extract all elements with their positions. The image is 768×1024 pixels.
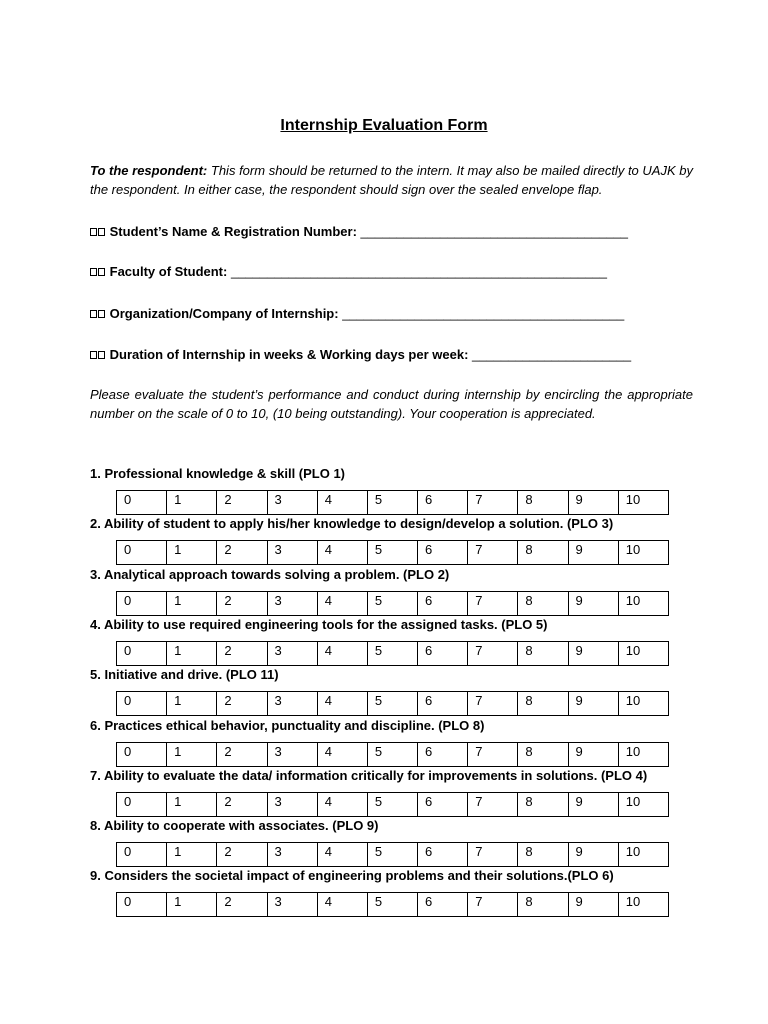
rating-option[interactable]: 7 xyxy=(468,491,518,515)
checkbox-icon xyxy=(90,310,97,318)
field-blank-line[interactable]: ____________________________________________________ xyxy=(230,264,607,279)
rating-scale xyxy=(116,742,669,767)
rating-option[interactable]: 6 xyxy=(418,491,468,515)
rating-scale-row xyxy=(117,541,669,565)
rating-scale-row xyxy=(117,642,669,666)
rating-option[interactable]: 2 xyxy=(217,743,267,767)
rating-option[interactable]: 7 xyxy=(468,692,518,716)
checkbox-icon xyxy=(98,228,105,236)
rating-option[interactable]: 9 xyxy=(568,491,618,515)
rating-option[interactable]: 10 xyxy=(618,642,668,666)
rating-option[interactable]: 0 xyxy=(117,843,167,867)
rating-option[interactable]: 9 xyxy=(568,592,618,616)
rating-option[interactable]: 6 xyxy=(418,642,468,666)
field-blank-line[interactable]: _____________________________________ xyxy=(360,224,629,239)
question-label: 2. Ability of student to apply his/her knowledge to design/develop a solution. (PLO 3) xyxy=(90,516,614,531)
rating-option[interactable]: 6 xyxy=(418,793,468,817)
rating-scale-row xyxy=(117,592,669,616)
rating-option[interactable]: 5 xyxy=(367,592,417,616)
rating-option[interactable]: 2 xyxy=(217,642,267,666)
rating-scale-row xyxy=(117,743,669,767)
field-organization[interactable] xyxy=(90,306,624,321)
rating-option[interactable]: 5 xyxy=(367,692,417,716)
rating-scale-row xyxy=(117,843,669,867)
rating-option[interactable]: 9 xyxy=(568,793,618,817)
rating-option[interactable]: 10 xyxy=(618,893,668,917)
rating-option[interactable]: 1 xyxy=(167,843,217,867)
rating-option[interactable]: 10 xyxy=(618,491,668,515)
field-label: Duration of Internship in weeks & Working days per week: xyxy=(109,347,469,362)
rating-option[interactable]: 4 xyxy=(317,642,367,666)
rating-option[interactable]: 6 xyxy=(418,541,468,565)
field-label: Faculty of Student: xyxy=(109,264,228,279)
respondent-lead: To the respondent: xyxy=(90,163,208,178)
rating-option[interactable]: 4 xyxy=(317,541,367,565)
rating-scale-row xyxy=(117,793,669,817)
rating-option[interactable]: 2 xyxy=(217,793,267,817)
rating-option[interactable]: 3 xyxy=(267,592,317,616)
rating-option[interactable]: 4 xyxy=(317,592,367,616)
rating-option[interactable]: 10 xyxy=(618,743,668,767)
question-label: 3. Analytical approach towards solving a problem. (PLO 2) xyxy=(90,567,450,582)
rating-option[interactable]: 7 xyxy=(468,541,518,565)
rating-option[interactable]: 3 xyxy=(267,793,317,817)
field-faculty[interactable] xyxy=(90,264,607,279)
rating-option[interactable]: 2 xyxy=(217,692,267,716)
rating-option[interactable]: 5 xyxy=(367,743,417,767)
rating-option[interactable]: 8 xyxy=(518,843,568,867)
question-label: 9. Considers the societal impact of engineering problems and their solutions.(PLO 6) xyxy=(90,868,614,883)
rating-option[interactable]: 3 xyxy=(267,541,317,565)
rating-scale xyxy=(116,540,669,565)
rating-scale xyxy=(116,591,669,616)
rating-option[interactable]: 0 xyxy=(117,793,167,817)
rating-option[interactable]: 1 xyxy=(167,541,217,565)
checkbox-icon xyxy=(98,351,105,359)
rating-option[interactable]: 8 xyxy=(518,893,568,917)
rating-option[interactable]: 6 xyxy=(418,692,468,716)
rating-option[interactable]: 8 xyxy=(518,592,568,616)
rating-option[interactable]: 5 xyxy=(367,642,417,666)
question-label: 8. Ability to cooperate with associates. (PLO 9) xyxy=(90,818,379,833)
rating-option[interactable]: 8 xyxy=(518,491,568,515)
rating-option[interactable]: 7 xyxy=(468,592,518,616)
rating-option[interactable]: 7 xyxy=(468,642,518,666)
rating-option[interactable]: 4 xyxy=(317,893,367,917)
rating-option[interactable]: 3 xyxy=(267,642,317,666)
rating-option[interactable]: 2 xyxy=(217,893,267,917)
rating-option[interactable]: 7 xyxy=(468,843,518,867)
field-label: Student’s Name & Registration Number: xyxy=(109,224,357,239)
field-duration[interactable] xyxy=(90,347,631,362)
rating-option[interactable]: 2 xyxy=(217,541,267,565)
rating-option[interactable]: 2 xyxy=(217,592,267,616)
question-label: 1. Professional knowledge & skill (PLO 1) xyxy=(90,466,346,481)
rating-option[interactable]: 0 xyxy=(117,491,167,515)
rating-option[interactable]: 3 xyxy=(267,743,317,767)
rating-option[interactable]: 0 xyxy=(117,692,167,716)
question-label: 6. Practices ethical behavior, punctuality and discipline. (PLO 8) xyxy=(90,718,485,733)
rating-option[interactable]: 9 xyxy=(568,893,618,917)
rating-option[interactable]: 7 xyxy=(468,743,518,767)
rating-option[interactable]: 4 xyxy=(317,743,367,767)
rating-option[interactable]: 3 xyxy=(267,843,317,867)
rating-option[interactable]: 2 xyxy=(217,843,267,867)
rating-option[interactable]: 8 xyxy=(518,541,568,565)
rating-option[interactable]: 1 xyxy=(167,793,217,817)
form-title: Internship Evaluation Form xyxy=(280,117,488,134)
rating-scale-row xyxy=(117,491,669,515)
rating-option[interactable]: 4 xyxy=(317,692,367,716)
rating-option[interactable]: 3 xyxy=(267,893,317,917)
rating-option[interactable]: 5 xyxy=(367,541,417,565)
rating-option[interactable]: 6 xyxy=(418,843,468,867)
rating-option[interactable]: 0 xyxy=(117,541,167,565)
field-student-name[interactable] xyxy=(90,224,628,239)
rating-option[interactable]: 1 xyxy=(167,893,217,917)
rating-option[interactable]: 0 xyxy=(117,893,167,917)
rating-scale-row xyxy=(117,692,669,716)
rating-option[interactable]: 5 xyxy=(367,491,417,515)
rating-option[interactable]: 10 xyxy=(618,692,668,716)
rating-option[interactable]: 1 xyxy=(167,592,217,616)
checkbox-icon xyxy=(90,268,97,276)
rating-option[interactable]: 5 xyxy=(367,843,417,867)
rating-option[interactable]: 8 xyxy=(518,793,568,817)
field-blank-line[interactable]: ______________________ xyxy=(472,347,632,362)
rating-option[interactable]: 9 xyxy=(568,541,618,565)
rating-scale xyxy=(116,792,669,817)
rating-scale xyxy=(116,892,669,917)
rating-option[interactable]: 1 xyxy=(167,692,217,716)
rating-option[interactable]: 9 xyxy=(568,743,618,767)
rating-option[interactable]: 1 xyxy=(167,743,217,767)
rating-option[interactable]: 7 xyxy=(468,893,518,917)
question-label: 4. Ability to use required engineering tools for the assigned tasks. (PLO 5) xyxy=(90,617,548,632)
rating-scale xyxy=(116,641,669,666)
checkbox-icon xyxy=(98,310,105,318)
rating-option[interactable]: 7 xyxy=(468,793,518,817)
rating-option[interactable]: 2 xyxy=(217,491,267,515)
rating-scale xyxy=(116,490,669,515)
field-blank-line[interactable]: _______________________________________ xyxy=(342,306,625,321)
rating-option[interactable]: 9 xyxy=(568,692,618,716)
rating-option[interactable]: 5 xyxy=(367,793,417,817)
rating-scale xyxy=(116,691,669,716)
rating-option[interactable]: 3 xyxy=(267,692,317,716)
rating-option[interactable]: 3 xyxy=(267,491,317,515)
rating-option[interactable]: 6 xyxy=(418,592,468,616)
rating-option[interactable]: 0 xyxy=(117,743,167,767)
rating-option[interactable]: 4 xyxy=(317,843,367,867)
respondent-text: This form should be returned to the intern. It may also be mailed directly to UAJK by the respondent. In either case, the respondent should sign over the sealed envelope flap. xyxy=(90,163,693,197)
checkbox-icon xyxy=(98,268,105,276)
rating-scale-row xyxy=(117,893,669,917)
rating-option[interactable]: 10 xyxy=(618,793,668,817)
rating-option[interactable]: 4 xyxy=(317,793,367,817)
rating-option[interactable]: 1 xyxy=(167,491,217,515)
rating-option[interactable]: 9 xyxy=(568,642,618,666)
rating-scale xyxy=(116,842,669,867)
rating-option[interactable]: 1 xyxy=(167,642,217,666)
rating-option[interactable]: 9 xyxy=(568,843,618,867)
rating-option[interactable]: 6 xyxy=(418,743,468,767)
rating-option[interactable]: 8 xyxy=(518,642,568,666)
checkbox-icon xyxy=(90,228,97,236)
rating-option[interactable]: 10 xyxy=(618,541,668,565)
evaluation-instructions: Please evaluate the student’s performance and conduct during internship by encircling the appropriate number on the scale of 0 to 10, (10 being outstanding). Your cooperation is appreciated. xyxy=(90,387,693,421)
rating-option[interactable]: 5 xyxy=(367,893,417,917)
rating-option[interactable]: 10 xyxy=(618,843,668,867)
respondent-instructions xyxy=(90,161,693,199)
checkbox-icon xyxy=(90,351,97,359)
rating-option[interactable]: 8 xyxy=(518,692,568,716)
question-label: 7. Ability to evaluate the data/ information critically for improvements in solutions. (PLO 4) xyxy=(90,768,648,783)
field-label: Organization/Company of Internship: xyxy=(109,306,339,321)
rating-option[interactable]: 0 xyxy=(117,592,167,616)
rating-option[interactable]: 6 xyxy=(418,893,468,917)
rating-option[interactable]: 10 xyxy=(618,592,668,616)
question-label: 5. Initiative and drive. (PLO 11) xyxy=(90,667,279,682)
rating-option[interactable]: 8 xyxy=(518,743,568,767)
rating-option[interactable]: 4 xyxy=(317,491,367,515)
rating-option[interactable]: 0 xyxy=(117,642,167,666)
